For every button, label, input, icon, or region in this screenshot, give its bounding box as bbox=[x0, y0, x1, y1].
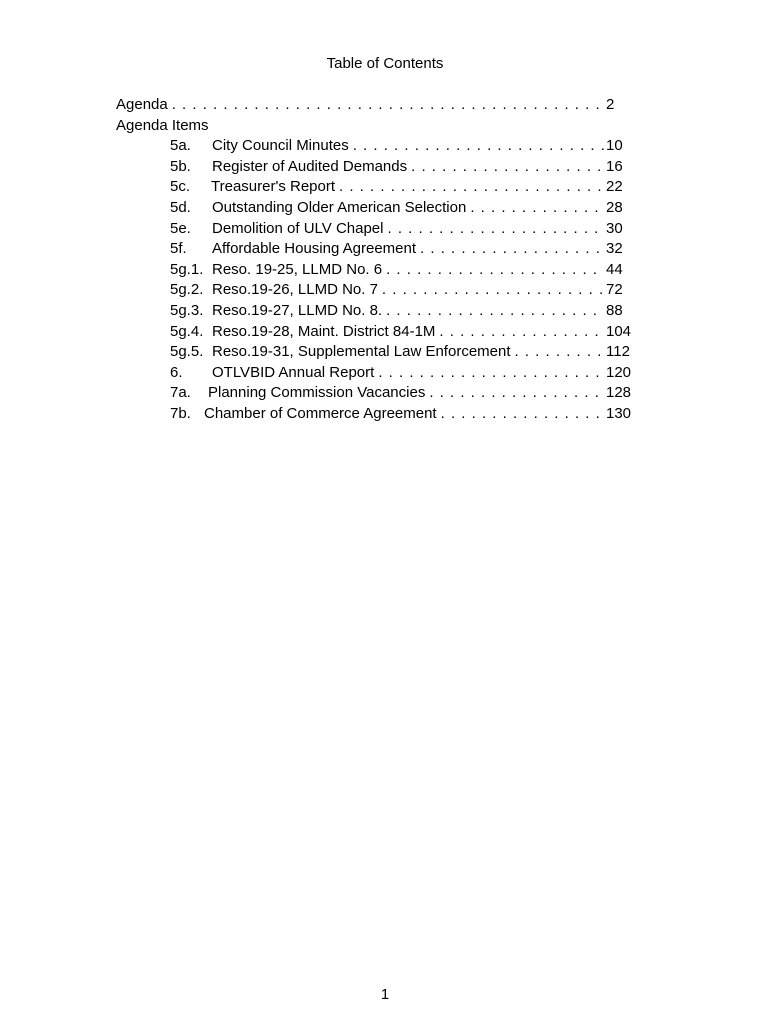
dot-leader bbox=[378, 363, 604, 383]
toc-entry[interactable] bbox=[116, 198, 632, 219]
toc-entry-number: 5c. bbox=[170, 178, 191, 196]
dot-leader bbox=[411, 157, 604, 177]
toc-entry-label: Reso.19-27, LLMD No. 8. bbox=[212, 301, 383, 319]
toc-entry[interactable] bbox=[116, 177, 632, 198]
toc-entry[interactable] bbox=[116, 322, 632, 343]
toc-entry-label: Register of Audited Demands bbox=[212, 157, 408, 175]
toc-entry-number: 5g.1. bbox=[170, 260, 204, 278]
toc-entry-page: 10 bbox=[606, 137, 623, 155]
page-title: Table of Contents bbox=[326, 55, 444, 72]
toc-entry[interactable] bbox=[116, 157, 632, 178]
toc-entry-page: 88 bbox=[606, 301, 623, 319]
toc-entry-page: 32 bbox=[606, 240, 623, 258]
dot-leader bbox=[386, 260, 604, 280]
dot-leader bbox=[429, 383, 604, 403]
toc-entry[interactable] bbox=[116, 95, 632, 116]
dot-leader bbox=[439, 322, 604, 342]
toc-entry-page: 44 bbox=[606, 260, 623, 278]
dot-leader bbox=[387, 219, 604, 239]
toc-entry-label: Chamber of Commerce Agreement bbox=[204, 404, 437, 422]
toc-entry-page: 120 bbox=[606, 363, 632, 381]
dot-leader bbox=[339, 177, 604, 197]
toc-entry[interactable] bbox=[116, 219, 632, 240]
table-of-contents bbox=[116, 95, 632, 425]
toc-entry[interactable] bbox=[116, 280, 632, 301]
toc-entry-label: Reso.19-31, Supplemental Law Enforcement bbox=[212, 343, 511, 361]
toc-entry-page: 130 bbox=[606, 404, 632, 422]
toc-entry[interactable] bbox=[116, 404, 632, 425]
toc-entry-page: 28 bbox=[606, 198, 623, 216]
toc-entry-number: 5g.4. bbox=[170, 322, 204, 340]
toc-entry-label: Affordable Housing Agreement bbox=[212, 240, 417, 258]
toc-entry-number: 5e. bbox=[170, 219, 191, 237]
toc-entry-number: 5d. bbox=[170, 198, 191, 216]
toc-entry[interactable] bbox=[116, 260, 632, 281]
dot-leader bbox=[420, 239, 604, 259]
toc-entry-label: Reso.19-28, Maint. District 84-1M bbox=[212, 322, 436, 340]
toc-entry[interactable] bbox=[116, 136, 632, 157]
toc-entry-page: 30 bbox=[606, 219, 623, 237]
page-number: 1 bbox=[380, 986, 390, 1003]
toc-entry[interactable] bbox=[116, 116, 632, 137]
toc-entry[interactable] bbox=[116, 342, 632, 363]
dot-leader bbox=[441, 404, 604, 424]
toc-entry-label: Treasurer's Report bbox=[211, 178, 336, 196]
toc-entry-number: 5a. bbox=[170, 137, 191, 155]
toc-entry[interactable] bbox=[116, 363, 632, 384]
toc-entry-number: 7b. bbox=[170, 404, 191, 422]
toc-entry-page: 16 bbox=[606, 157, 623, 175]
toc-entry-number: 5g.3. bbox=[170, 301, 204, 319]
toc-entry-number: 7a. bbox=[170, 384, 191, 402]
dot-leader bbox=[353, 136, 604, 156]
toc-entry[interactable] bbox=[116, 301, 632, 322]
dot-leader bbox=[470, 198, 604, 218]
toc-entry-number: 5g.2. bbox=[170, 281, 204, 299]
dot-leader bbox=[515, 342, 604, 362]
toc-entry-label: Agenda Items bbox=[116, 116, 209, 134]
toc-entry-label: City Council Minutes bbox=[212, 137, 349, 155]
dot-leader bbox=[386, 301, 604, 321]
toc-entry-page: 104 bbox=[606, 322, 632, 340]
toc-entry-label: Reso.19-26, LLMD No. 7 bbox=[212, 281, 378, 299]
toc-entry-number: 5f. bbox=[170, 240, 187, 258]
toc-entry-page: 2 bbox=[606, 96, 615, 113]
toc-entry-label: Outstanding Older American Selection bbox=[212, 198, 467, 216]
toc-entry[interactable] bbox=[116, 383, 632, 404]
toc-entry[interactable] bbox=[116, 239, 632, 260]
dot-leader bbox=[382, 280, 604, 300]
toc-entry-page: 72 bbox=[606, 281, 623, 299]
toc-entry-label: Agenda bbox=[116, 96, 168, 113]
toc-entry-number: 5g.5. bbox=[170, 343, 204, 361]
toc-entry-number: 6. bbox=[170, 363, 183, 381]
toc-entry-number: 5b. bbox=[170, 157, 191, 175]
toc-entry-page: 128 bbox=[606, 384, 632, 402]
toc-entry-label: Reso. 19-25, LLMD No. 6 bbox=[212, 260, 383, 278]
toc-entry-page: 22 bbox=[606, 178, 623, 196]
dot-leader bbox=[172, 95, 604, 115]
toc-entry-label: OTLVBID Annual Report bbox=[212, 363, 375, 381]
toc-entry-page: 112 bbox=[606, 343, 630, 361]
toc-entry-label: Demolition of ULV Chapel bbox=[212, 219, 384, 237]
toc-entry-label: Planning Commission Vacancies bbox=[208, 384, 426, 402]
